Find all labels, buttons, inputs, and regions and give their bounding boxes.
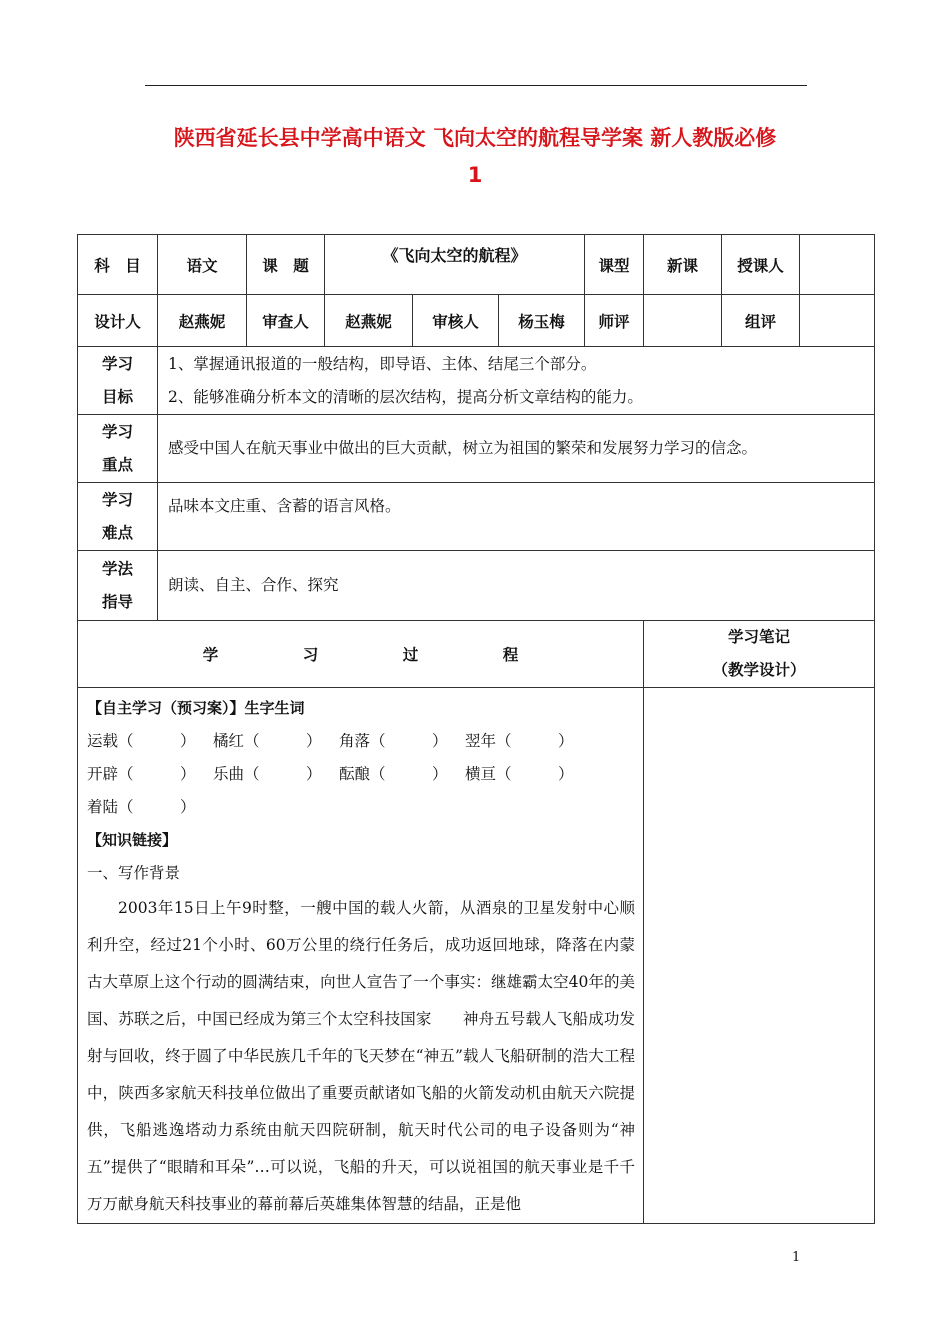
method-row <box>78 551 875 621</box>
designer-value: 赵燕妮 <box>158 295 247 347</box>
process-heading: 学 习 过 程 <box>78 621 644 688</box>
lesson-type-value: 新课 <box>644 235 722 295</box>
vocab-row: 运载（ ） 橘红（ ） 角落（ ） 翌年（ ） <box>87 732 574 750</box>
topic-value: 《飞向太空的航程》 <box>382 246 527 265</box>
subject-label: 科 目 <box>78 235 158 295</box>
page-number: 1 <box>792 1250 801 1265</box>
teacher-eval-value <box>644 295 722 347</box>
method-label: 学法 指导 <box>78 551 158 621</box>
notes-column <box>644 688 875 1224</box>
teacher-label: 授课人 <box>722 235 800 295</box>
goals-label: 学习 目标 <box>78 347 158 415</box>
knowledge-heading: 【知识链接】 <box>87 831 178 849</box>
difficulty-content: 品味本文庄重、含蓄的语言风格。 <box>158 483 875 551</box>
difficulty-row <box>78 483 875 551</box>
teacher-eval-label: 师评 <box>585 295 644 347</box>
goals-row <box>78 347 875 415</box>
header-row-2 <box>78 295 875 347</box>
group-eval-value <box>800 295 875 347</box>
self-study-heading: 【自主学习（预习案）】生字生词 <box>87 699 305 717</box>
group-eval-label: 组评 <box>722 295 800 347</box>
header-row-1 <box>78 235 875 295</box>
title-line-1: 陕西省延长县中学高中语文 飞向太空的航程导学案 新人教版必修 <box>173 126 777 150</box>
auditor-label: 审核人 <box>413 295 499 347</box>
focus-label: 学习 重点 <box>78 415 158 483</box>
title-line-2: 1 <box>467 163 483 187</box>
focus-content: 感受中国人在航天事业中做出的巨大贡献，树立为祖国的繁荣和发展努力学习的信念。 <box>158 415 875 483</box>
process-header-row <box>78 621 875 688</box>
vocab-row: 着陆（ ） <box>87 798 196 816</box>
goal-line: 2、能够准确分析本文的清晰的层次结构，提高分析文章结构的能力。 <box>168 387 643 406</box>
lesson-plan-table <box>77 234 875 1224</box>
reviewer-value: 赵燕妮 <box>325 295 413 347</box>
topic-cell <box>325 235 585 295</box>
focus-row <box>78 415 875 483</box>
subject-value: 语文 <box>158 235 247 295</box>
process-content <box>78 688 644 1224</box>
goal-line: 1、掌握通讯报道的一般结构，即导语、主体、结尾三个部分。 <box>168 354 597 373</box>
notes-heading: 学习笔记 （教学设计） <box>644 621 875 688</box>
vocab-row: 开辟（ ） 乐曲（ ） 酝酿（ ） 横亘（ ） <box>87 765 574 783</box>
difficulty-label: 学习 难点 <box>78 483 158 551</box>
topic-label: 课 题 <box>247 235 325 295</box>
process-body-row <box>78 688 875 1224</box>
header-rule <box>145 85 807 86</box>
goals-content <box>158 347 875 415</box>
auditor-value: 杨玉梅 <box>499 295 585 347</box>
designer-label: 设计人 <box>78 295 158 347</box>
teacher-value <box>800 235 875 295</box>
background-heading: 一、写作背景 <box>87 864 181 882</box>
document-title <box>110 120 840 194</box>
reviewer-label: 审查人 <box>247 295 325 347</box>
lesson-type-label: 课型 <box>585 235 644 295</box>
method-content: 朗读、自主、合作、探究 <box>158 551 875 621</box>
background-paragraph: 2003年15日上午9时整，一艘中国的载人火箭，从酒泉的卫星发射中心顺利升空，经过21个小时、60万公里的绕行任务后，成功返回地球，降落在内蒙古大草原上这个行动的圆满结束，向世人宣告了一个事实：继雄霸太空40年的美国、苏联之后，中国已经成为第三个太空科技国家 神舟五号载人飞船成功发射与回收，终于圆了中华民族几千年的飞天梦在“神五”载人飞船研制的浩大工程中，陕西多家航天科技单位做出了重要贡献诸如飞船的火箭发动机由航天六院提供，飞船逃逸塔动力系统由航天四院研制，航天时代公司的电子设备则为“神五”提供了“眼睛和耳朵”…可以说，飞船的升天，可以说祖国的航天事业是千千万万献身航天科技事业的幕前幕后英雄集体智慧的结晶，正是他 <box>87 899 636 1213</box>
